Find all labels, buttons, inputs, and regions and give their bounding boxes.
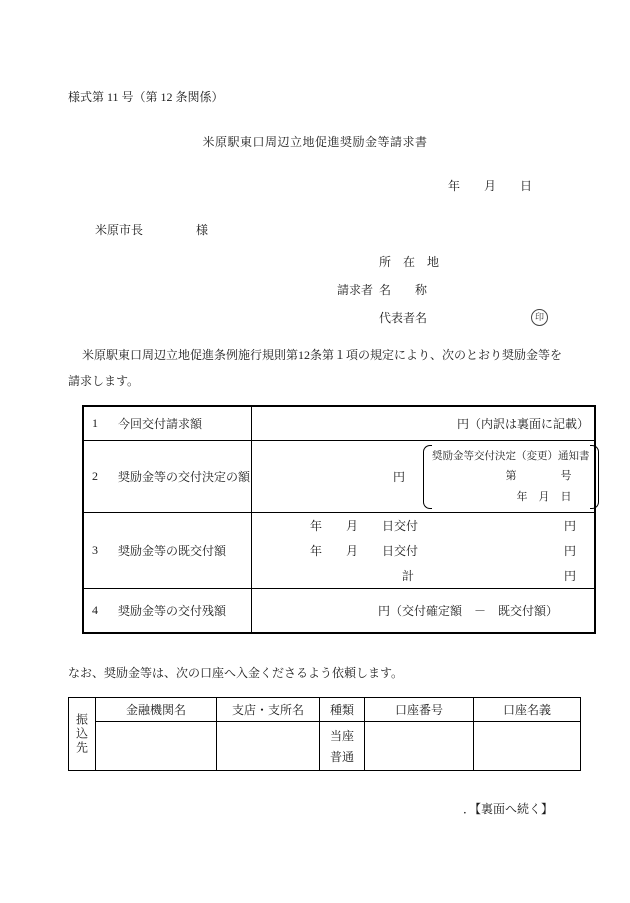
table-row	[84, 407, 594, 440]
row3-label-cell	[84, 513, 252, 588]
account-type-current: 当座	[329, 729, 354, 743]
row-number: 3	[92, 543, 98, 557]
transfer-grid	[96, 698, 580, 770]
row-label: 今回交付請求額	[118, 417, 203, 431]
paid-date-blank: 年 月 日交付	[310, 519, 419, 533]
yen-unit: 円	[563, 569, 576, 583]
row2-unit: 円	[392, 470, 405, 484]
addressee-line	[95, 221, 208, 238]
applicant-representative-row	[337, 303, 548, 331]
applicant-label: 請求者	[337, 282, 374, 297]
account-number-input-cell	[364, 721, 473, 770]
bank-input-cell	[96, 721, 216, 770]
table-row	[84, 512, 594, 588]
addressee-honorific: 様	[196, 223, 209, 237]
row4-value-cell	[252, 589, 594, 632]
row-number: 4	[92, 603, 98, 617]
notice-bracket-box	[423, 445, 591, 509]
col-header-bank: 金融機関名	[125, 703, 186, 717]
seal-mark-icon: 印	[531, 309, 548, 326]
notice-date-line: 年 月 日	[516, 490, 572, 503]
row-label: 奨励金等の既交付額	[118, 544, 227, 558]
applicant-name-row	[337, 275, 548, 303]
row-number: 1	[92, 416, 98, 430]
col-header-type: 種類	[319, 698, 364, 721]
row2-value-cell	[252, 441, 594, 512]
addressee-name: 米原市長	[95, 223, 144, 237]
branch-input-cell	[216, 721, 319, 770]
paid-total-line	[252, 563, 594, 588]
applicant-address-row	[337, 247, 548, 275]
yen-unit: 円	[563, 519, 576, 533]
bank-note: なお、奨励金等は、次の口座へ入金くださるよう依頼します。	[68, 666, 404, 680]
left-bracket	[423, 445, 432, 509]
row3-value-cell	[252, 513, 594, 588]
notice-box-body	[432, 445, 590, 509]
account-name-input-cell	[473, 721, 580, 770]
col-header-account-number: 口座番号	[364, 698, 473, 721]
row4-label-cell	[84, 589, 252, 632]
row2-label-cell	[84, 441, 252, 512]
claim-table	[82, 405, 596, 634]
col-header-branch: 支店・支所名	[216, 698, 319, 721]
paid-line-1	[252, 513, 594, 538]
row1-label-cell	[84, 407, 252, 440]
total-label: 計	[401, 569, 414, 583]
form-number: 様式第 11 号（第 12 条関係）	[68, 90, 224, 104]
name-label: 名 称	[379, 282, 428, 297]
intro-paragraph: 米原駅東口周辺立地促進条例施行規則第12条第１項の規定により、次のとおり奨励金等を請求します。	[68, 348, 563, 388]
representative-label: 代表者名	[379, 310, 428, 325]
row4-unit-note: 円（交付確定額 － 既交付額）	[377, 604, 558, 618]
row-label: 奨励金等の交付残額	[118, 604, 227, 618]
page-title: 米原駅東口周辺立地促進奨励金等請求書	[202, 135, 428, 149]
continue-on-back-note: ．【裏面へ続く】	[462, 802, 553, 816]
transfer-account-table	[68, 697, 581, 771]
paid-date-blank: 年 月 日交付	[310, 544, 419, 558]
notice-number-line: 第 号	[505, 470, 572, 482]
col-header-account-name: 口座名義	[473, 698, 580, 721]
row1-value-cell	[252, 407, 594, 440]
transfer-row-header: 振込先	[69, 698, 96, 770]
notice-title: 奨励金等交付決定（変更）通知書	[432, 450, 590, 462]
applicant-block	[337, 247, 548, 331]
row-number: 2	[92, 469, 98, 483]
table-row	[84, 588, 594, 632]
row-label: 奨励金等の交付決定の額	[118, 470, 251, 484]
right-bracket	[590, 445, 599, 509]
row1-unit-note: 円（内訳は裏面に記載）	[456, 417, 589, 431]
account-type-cell	[319, 721, 364, 770]
table-row	[84, 440, 594, 512]
yen-unit: 円	[563, 544, 576, 558]
account-type-ordinary: 普通	[329, 750, 354, 764]
address-label: 所 在 地	[379, 254, 440, 269]
paid-line-2	[252, 538, 594, 563]
date-blank-line: 年 月 日	[448, 179, 533, 193]
